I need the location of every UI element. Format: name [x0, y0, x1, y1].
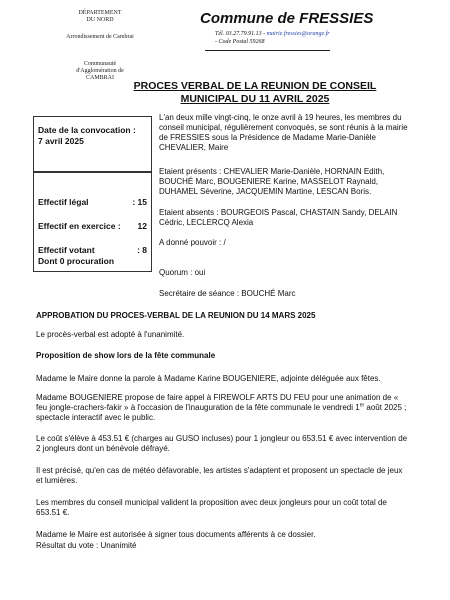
convocation-date: 7 avril 2025 — [38, 136, 84, 146]
vote-result: Résultat du vote : Unanimité — [36, 541, 137, 550]
absents-paragraph: Etaient absents : BOURGEOIS Pascal, CHASTAIN Sandy, DELAIN Cédric, LECLERCQ Alexia — [159, 208, 398, 227]
communaute-line-3: CAMBRAI — [85, 75, 114, 81]
department-name: DU NORD — [86, 17, 114, 23]
title-line-2: MUNICIPAL DU 11 AVRIL 2025 — [180, 93, 330, 105]
arrondissement-label: Arrondissement de Cambrai — [66, 34, 134, 40]
paragraph-3: Le coût s'élève à 453.51 € (charges au GUSO incluses) pour 1 jongleur ou 653.51 € avec intervention de 2 jongleurs dont un bénévole défrayé. — [36, 434, 408, 453]
proposition-title: Proposition de show lors de la fête communale — [36, 351, 216, 360]
commune-title: Commune de FRESSIES — [200, 10, 374, 27]
procuration: Dont 0 procuration — [38, 256, 115, 266]
header-left-block — [40, 10, 160, 82]
document-title — [100, 80, 410, 106]
paragraph-2-part-a: Madame BOUGENIERE propose de faire appel à FIREWOLF ARTS DU FEU pour une animation de « feu jongle-crachers-fakir » à l'occasion de l'inauguration de la fête communale le vendredi 1 — [36, 393, 399, 412]
approbation-title: APPROBATION DU PROCES-VERBAL DE LA REUNION DU 14 MARS 2025 — [36, 311, 316, 320]
effectif-legal-value: : 15 — [132, 197, 147, 207]
effectif-exercice-value: 12 — [137, 221, 147, 231]
communaute-line-2: d'Agglomération de — [76, 68, 124, 74]
effectif-exercice-label: Effectif en exercice : — [38, 221, 121, 231]
effectif-votant-label: Effectif votant — [38, 245, 95, 255]
paragraph-1: Madame le Maire donne la parole à Madame Karine BOUGENIERE, adjointe déléguée aux fêtes. — [36, 374, 381, 383]
convocation-box — [33, 116, 152, 172]
convocation-label: Date de la convocation : — [38, 125, 136, 135]
presents-paragraph: Etaient présents : CHEVALIER Marie-Danièle, HORNAIN Edith, BOUCHÉ Marc, BOUGENIERE Karine, MASSELOT Raynald, DUHAMEL Séverine, JACQUEMIN Martine, LESCAN Boris. — [159, 167, 385, 196]
effectif-votant-value: : 8 — [137, 245, 147, 255]
effectif-legal — [38, 197, 147, 208]
effectif-legal-label: Effectif légal — [38, 197, 89, 207]
intro-paragraph: L'an deux mille vingt-cinq, le onze avril à 19 heures, les membres du conseil municipal, régulièrement convoqués, se sont réunis à la mairie de FRESSIES sous la Présidence de Madame Marie-Danièle CHEVALIER, Maire — [159, 113, 408, 152]
email-link[interactable]: mairie.fressies@orange.fr — [266, 31, 330, 37]
paragraph-6: Madame le Maire est autorisée à signer tous documents afférents à ce dossier. — [36, 530, 316, 539]
effectif-exercice — [38, 221, 147, 232]
paragraph-5: Les membres du conseil municipal valident la proposition avec deux jongleurs pour un coût total de 653.51 €. — [36, 498, 387, 517]
header-contact — [215, 30, 365, 46]
paragraph-2-superscript: er — [359, 402, 365, 409]
quorum-line: Quorum : oui — [159, 268, 206, 277]
secretaire-line: Secrétaire de séance : BOUCHÉ Marc — [159, 289, 296, 298]
communaute-line-1: Communauté — [83, 61, 117, 67]
telephone: Tél. 03.27.79.91.13 - — [215, 31, 266, 37]
approbation-text: Le procès-verbal est adopté à l'unanimité. — [36, 330, 185, 339]
paragraph-4: Il est précisé, qu'en cas de météo défavorable, les artistes s'adaptent et proposent un spectacle de jeux et lumières. — [36, 466, 403, 485]
pouvoir-line: A donné pouvoir : / — [159, 238, 226, 247]
paragraph-2 — [36, 393, 408, 423]
header-divider — [205, 50, 330, 51]
postal-code: - Code Postal 59268 — [215, 39, 265, 45]
title-line-1: PROCES VERBAL DE LA REUNION DE CONSEIL — [133, 80, 377, 92]
effectif-box — [33, 172, 152, 272]
effectif-votant — [38, 245, 147, 256]
department-label: DÉPARTEMENT — [78, 10, 122, 16]
paragraph-2-part-b: août 2025 ; spectacle interactif avec le public. — [36, 403, 407, 422]
